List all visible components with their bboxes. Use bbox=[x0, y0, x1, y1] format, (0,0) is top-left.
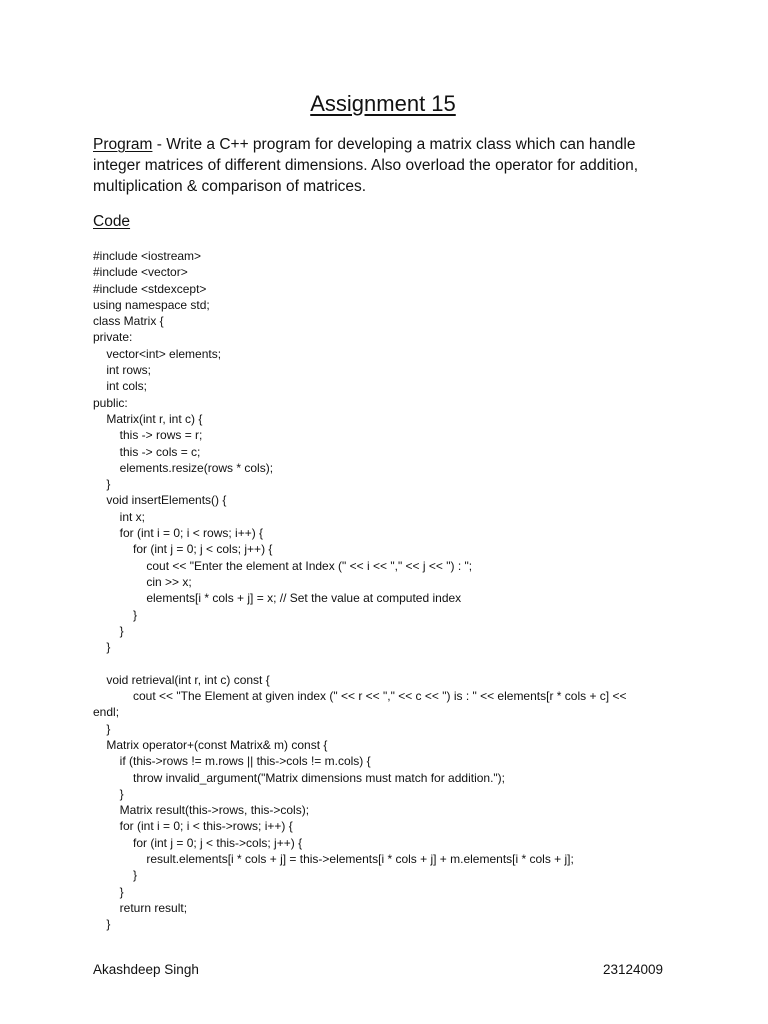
page-title: Assignment 15 bbox=[310, 91, 456, 116]
code-line: Matrix(int r, int c) { bbox=[93, 411, 203, 426]
code-line: } bbox=[93, 640, 111, 655]
code-line: if (this->rows != m.rows || this->cols != m.cols) { bbox=[93, 754, 371, 769]
code-line: result.elements[i * cols + j] = this->elements[i * cols + j] + m.elements[i * cols + j]; bbox=[93, 851, 574, 866]
code-line: endl; bbox=[93, 705, 120, 720]
program-description bbox=[93, 134, 683, 197]
code-line: for (int i = 0; i < rows; i++) { bbox=[93, 526, 264, 541]
code-line bbox=[93, 655, 673, 671]
code-line: void insertElements() { bbox=[93, 493, 227, 508]
code-line: #include <iostream> bbox=[93, 249, 202, 263]
code-line: } bbox=[93, 868, 138, 883]
code-block bbox=[93, 248, 673, 932]
code-line: return result; bbox=[93, 900, 188, 915]
footer-author: Akashdeep Singh bbox=[93, 962, 199, 977]
code-line: } bbox=[93, 477, 111, 492]
program-label: Program bbox=[93, 136, 153, 153]
footer-id: 23124009 bbox=[603, 962, 664, 977]
code-line: int cols; bbox=[93, 379, 148, 394]
code-line: } bbox=[93, 623, 124, 638]
code-line: elements[i * cols + j] = x; // Set the value at computed index bbox=[93, 591, 462, 606]
program-text: - Write a C++ program for developing a matrix class which can handle integer matrices of different dimensions. Also overload the operator for addition, multiplication & comparison of matrices. bbox=[93, 136, 639, 195]
code-line: cin >> x; bbox=[93, 574, 192, 589]
code-line: } bbox=[93, 721, 111, 736]
code-line: class Matrix { bbox=[93, 314, 164, 329]
code-line: cout << "The Element at given index (" << r << "," << c << ") is : " << elements[r * cols + c] << bbox=[93, 689, 627, 704]
code-line: for (int i = 0; i < this->rows; i++) { bbox=[93, 819, 293, 834]
code-line: } bbox=[93, 786, 124, 801]
code-line: private: bbox=[93, 330, 133, 345]
code-line: void retrieval(int r, int c) const { bbox=[93, 672, 270, 687]
code-line: Matrix operator+(const Matrix& m) const { bbox=[93, 737, 328, 752]
code-line: } bbox=[93, 884, 124, 899]
code-line: cout << "Enter the element at Index (" << i << "," << j << ") : "; bbox=[93, 558, 473, 573]
code-line: public: bbox=[93, 395, 128, 410]
code-line: Matrix result(this->rows, this->cols); bbox=[93, 803, 310, 818]
code-line: int rows; bbox=[93, 363, 152, 378]
code-line: this -> rows = r; bbox=[93, 428, 203, 443]
code-line: throw invalid_argument("Matrix dimensions must match for addition."); bbox=[93, 770, 506, 785]
code-line: for (int j = 0; j < this->cols; j++) { bbox=[93, 835, 303, 850]
code-line: #include <vector> bbox=[93, 265, 188, 280]
code-line: elements.resize(rows * cols); bbox=[93, 460, 274, 475]
code-line: vector<int> elements; bbox=[93, 346, 222, 361]
code-line: using namespace std; bbox=[93, 297, 210, 312]
code-line: } bbox=[93, 607, 138, 622]
code-line: #include <stdexcept> bbox=[93, 281, 207, 296]
code-line: for (int j = 0; j < cols; j++) { bbox=[93, 542, 273, 557]
code-heading: Code bbox=[93, 213, 131, 230]
code-line: this -> cols = c; bbox=[93, 444, 201, 459]
code-line: } bbox=[93, 917, 111, 932]
code-line: int x; bbox=[93, 509, 146, 524]
